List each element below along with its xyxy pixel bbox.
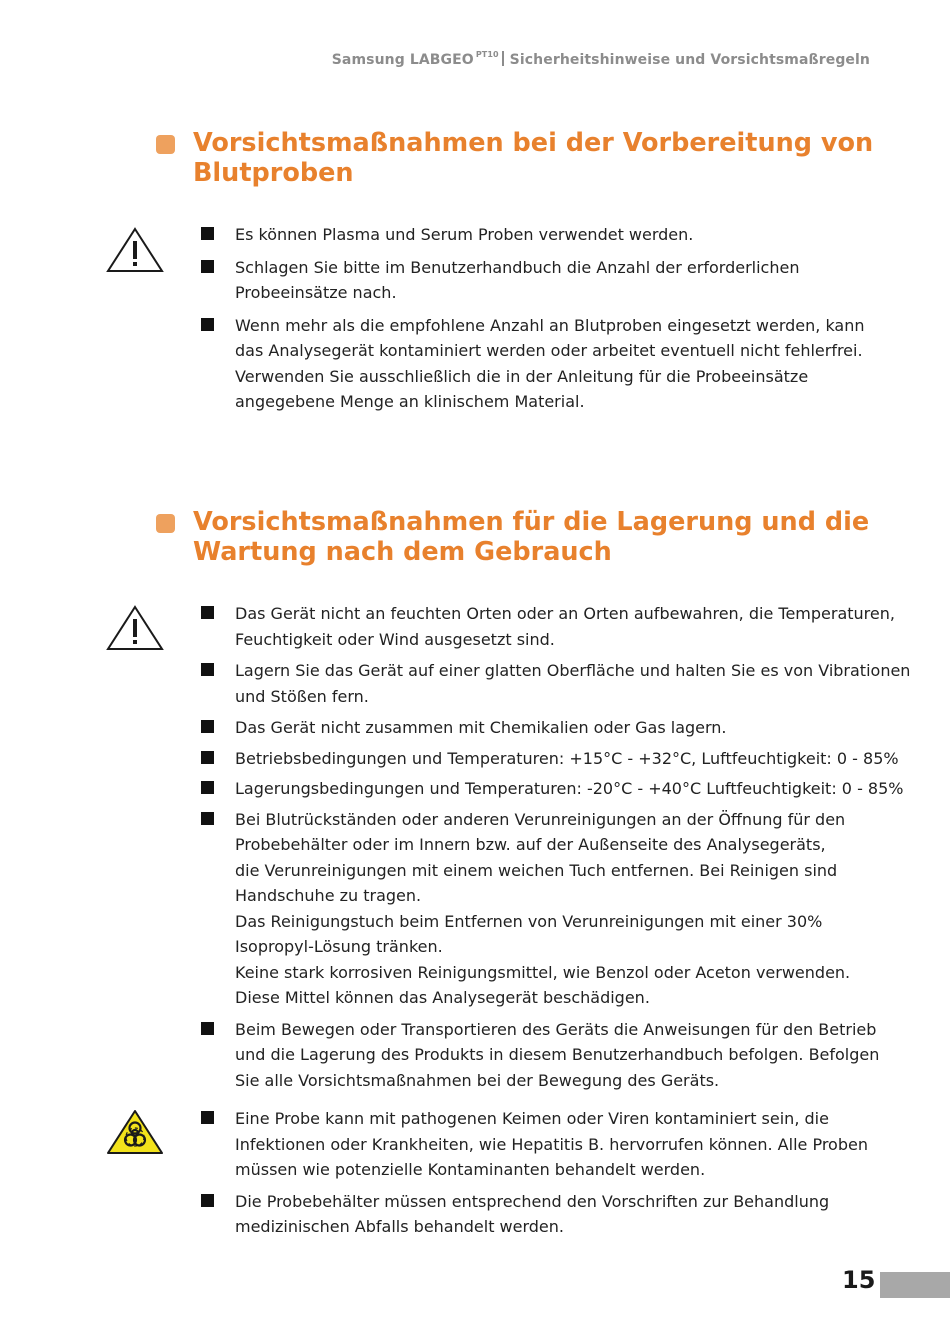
item-line: Das Gerät nicht an feuchten Orten oder an Orten aufbewahren, die Temperaturen,	[235, 604, 895, 623]
warning-triangle-icon	[105, 226, 165, 274]
item-line: Wenn mehr als die empfohlene Anzahl an Blutproben eingesetzt werden, kann	[235, 315, 865, 335]
list-item	[198, 776, 904, 802]
item-line: Beim Bewegen oder Transportieren des Geräts die Anweisungen für den Betrieb	[235, 1019, 877, 1039]
page-tab-bar	[880, 1272, 950, 1298]
item-line: angegebene Menge an klinischem Material.	[235, 392, 585, 411]
list-item	[198, 715, 878, 741]
item-line: Das Reinigungstuch beim Entfernen von Verunreinigungen mit einer 30%	[235, 911, 823, 931]
item-line: Handschuhe zu tragen.	[235, 886, 422, 905]
item-line: Verwenden Sie ausschließlich die in der Anleitung für die Probeeinsätze	[235, 366, 809, 386]
item-line: Das Gerät nicht zusammen mit Chemikalien oder Gas lagern.	[235, 718, 727, 737]
list-item	[198, 222, 878, 248]
list-item	[198, 658, 911, 709]
bullet-square	[201, 812, 214, 825]
list-item	[198, 1106, 878, 1183]
section-1-bullet	[156, 135, 175, 154]
bullet-square	[201, 751, 214, 764]
running-header	[332, 50, 870, 68]
item-line: Schlagen Sie bitte im Benutzerhandbuch die Anzahl der erforderlichen	[235, 257, 800, 277]
header-separator	[502, 51, 504, 66]
page-number: 15	[842, 1266, 876, 1294]
list-item	[198, 313, 878, 415]
bullet-square	[201, 1194, 214, 1207]
biohazard-icon	[105, 1108, 165, 1156]
header-chapter: Sicherheitshinweise und Vorsichtsmaßregeln	[509, 52, 870, 68]
item-line: Keine stark korrosiven Reinigungsmittel, wie Benzol oder Aceton verwenden.	[235, 962, 851, 982]
item-line: Feuchtigkeit oder Wind ausgesetzt sind.	[235, 629, 555, 649]
bullet-square	[201, 227, 214, 240]
section-1-title-line: Blutproben	[193, 158, 354, 188]
item-line: Bei Blutrückständen oder anderen Verunreinigungen an der Öffnung für den	[235, 809, 846, 829]
section-2-bullet	[156, 514, 175, 533]
bullet-square	[201, 663, 214, 676]
bullet-square	[201, 781, 214, 794]
item-line: müssen wie potenzielle Kontaminanten behandelt werden.	[235, 1160, 706, 1179]
section-3-list	[198, 1106, 878, 1240]
item-line: und die Lagerung des Produkts in diesem Benutzerhandbuch befolgen. Befolgen	[235, 1045, 880, 1064]
item-line: und Stößen fern.	[235, 686, 369, 706]
item-line: Sie alle Vorsichtsmaßnahmen bei der Bewegung des Geräts.	[235, 1070, 720, 1090]
section-1-title-line: Vorsichtsmaßnahmen bei der Vorbereitung von	[193, 128, 874, 158]
bullet-square	[201, 1022, 214, 1035]
item-line: Betriebsbedingungen und Temperaturen: +15°C - +32°C, Luftfeuchtigkeit: 0 - 85%	[235, 748, 899, 768]
bullet-square	[201, 260, 214, 273]
item-line: Infektionen oder Krankheiten, wie Hepatitis B. hervorrufen können. Alle Proben	[235, 1134, 868, 1154]
item-line: Probebehälter oder im Innern bzw. auf der Außenseite des Analysegeräts,	[235, 835, 826, 854]
section-2-title	[193, 507, 883, 567]
item-line: Diese Mittel können das Analysegerät beschädigen.	[235, 988, 650, 1007]
list-item	[198, 601, 895, 652]
list-item	[198, 1189, 878, 1240]
item-line: Lagerungsbedingungen und Temperaturen: -20°C - +40°C Luftfeuchtigkeit: 0 - 85%	[235, 779, 904, 798]
bullet-square	[201, 1111, 214, 1124]
item-line: das Analysegerät kontaminiert werden oder arbeitet eventuell nicht fehlerfrei.	[235, 341, 863, 360]
bullet-square	[201, 318, 214, 331]
section-2-list	[198, 601, 911, 1093]
bullet-square	[201, 720, 214, 733]
list-item	[198, 746, 899, 772]
item-line: Es können Plasma und Serum Proben verwendet werden.	[235, 225, 694, 244]
item-line: Probeeinsätze nach.	[235, 283, 397, 302]
section-1-list	[198, 222, 878, 415]
header-product: Samsung LABGEO	[331, 52, 474, 68]
item-line: medizinischen Abfalls behandelt werden.	[235, 1217, 564, 1236]
item-line: Isopropyl-Lösung tränken.	[235, 937, 443, 956]
list-item	[198, 1017, 878, 1094]
section-2-title-line: Wartung nach dem Gebrauch	[193, 537, 612, 567]
item-line: Die Probebehälter müssen entsprechend den Vorschriften zur Behandlung	[235, 1191, 830, 1211]
bullet-square	[201, 606, 214, 619]
header-model: PT10	[475, 50, 499, 59]
warning-triangle-icon	[105, 604, 165, 652]
item-line: Eine Probe kann mit pathogenen Keimen oder Viren kontaminiert sein, die	[235, 1109, 829, 1128]
item-line: Lagern Sie das Gerät auf einer glatten Oberfläche und halten Sie es von Vibrationen	[235, 661, 911, 680]
list-item	[198, 255, 878, 306]
item-line: die Verunreinigungen mit einem weichen Tuch entfernen. Bei Reinigen sind	[235, 860, 838, 880]
section-1-title	[193, 128, 883, 188]
section-2-title-line: Vorsichtsmaßnahmen für die Lagerung und die	[193, 507, 870, 537]
list-item	[198, 807, 878, 1011]
